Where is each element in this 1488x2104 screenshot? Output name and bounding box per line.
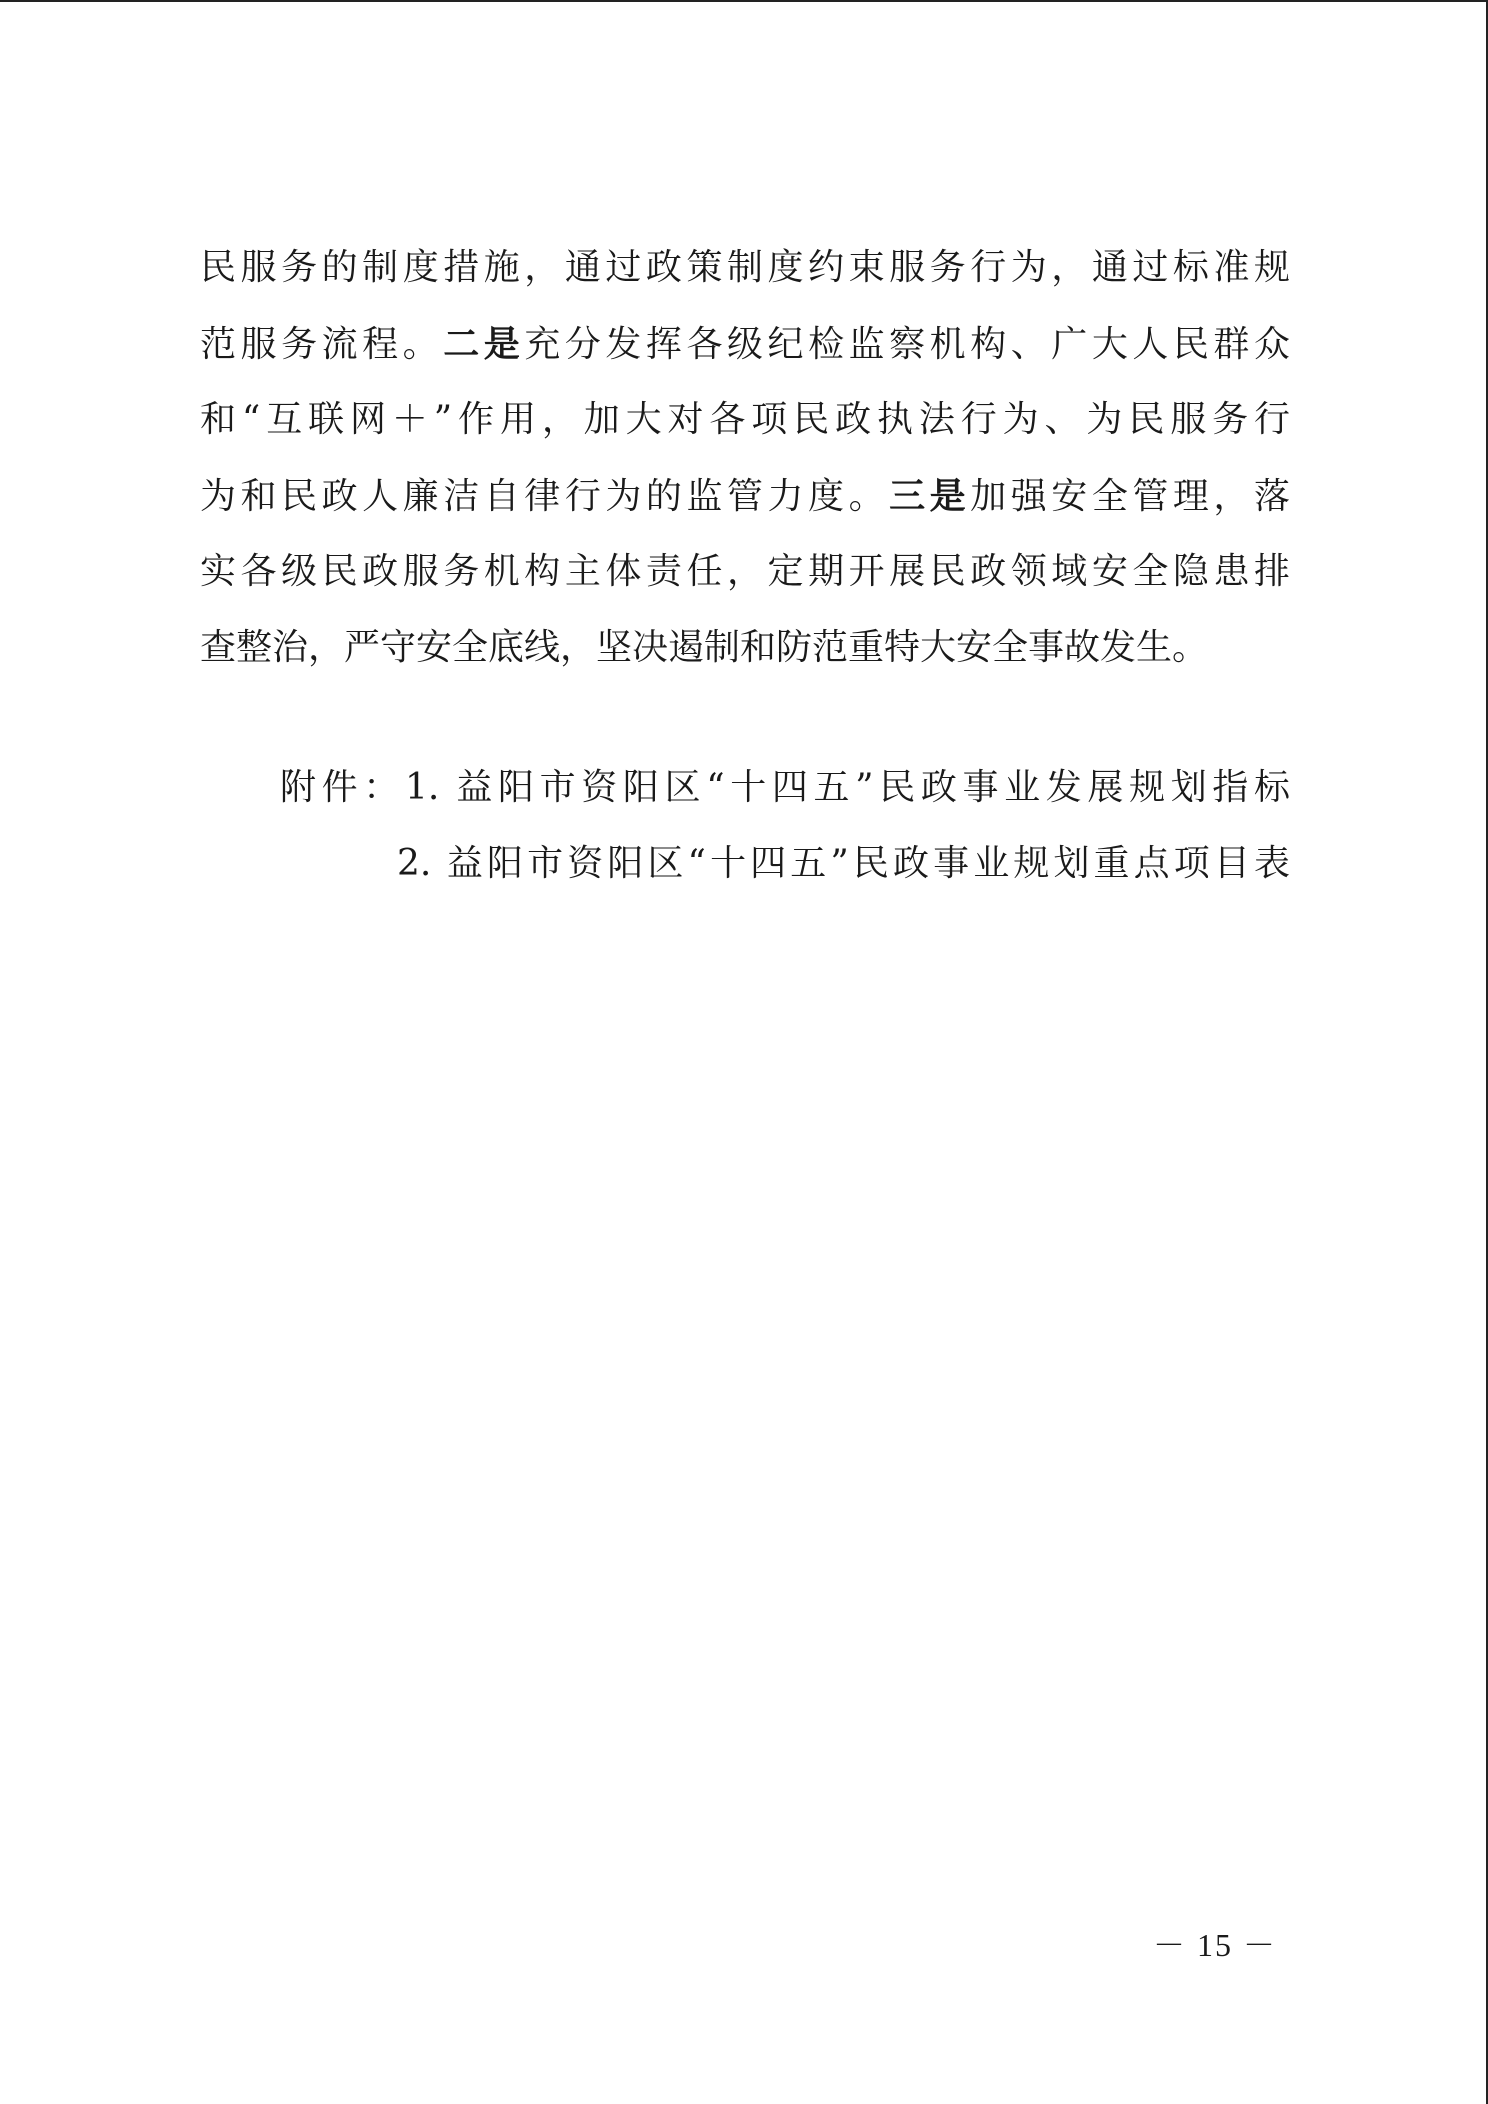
body-text-segment: 和“互联网＋”作用，加大对各项民政执法行为、为民服务行 bbox=[200, 399, 1290, 440]
attachment-item-1-text: 1. 益阳市资阳区“十四五”民政事业发展规划指标 bbox=[404, 767, 1290, 808]
body-text-segment: 实各级民政服务机构主体责任，定期开展民政领域安全隐患排 bbox=[200, 551, 1290, 592]
body-text-segment: 为和民政人廉洁自律行为的监管力度。 bbox=[200, 476, 890, 517]
body-line bbox=[200, 458, 1290, 534]
attachment-item-1 bbox=[280, 750, 1290, 826]
attachments-section bbox=[280, 750, 1290, 902]
body-line bbox=[200, 534, 1290, 610]
body-line bbox=[200, 306, 1290, 382]
body-text-segment: 加强安全管理，落 bbox=[970, 476, 1290, 517]
body-paragraph bbox=[200, 230, 1290, 686]
body-text-segment: 充分发挥各级纪检监察机构、广大人民群众 bbox=[524, 324, 1290, 365]
body-text-segment: 查整治，严守安全底线，坚决遏制和防范重特大安全事故发生。 bbox=[200, 627, 1209, 668]
body-line bbox=[200, 230, 1290, 306]
page-number: － 15 － bbox=[1152, 1927, 1277, 1963]
body-line bbox=[200, 382, 1290, 458]
emphasis-text: 三是 bbox=[889, 475, 971, 517]
emphasis-text: 二是 bbox=[443, 323, 525, 365]
body-text-segment: 范服务流程。 bbox=[200, 324, 444, 365]
body-text-segment: 民服务的制度措施，通过政策制度约束服务行为，通过标准规 bbox=[200, 247, 1290, 288]
body-line bbox=[200, 610, 1290, 686]
attachments-label: 附件： bbox=[280, 767, 405, 808]
attachment-item-2 bbox=[397, 826, 1290, 902]
attachment-item-2-text: 2. 益阳市资阳区“十四五”民政事业规划重点项目表 bbox=[397, 843, 1290, 884]
